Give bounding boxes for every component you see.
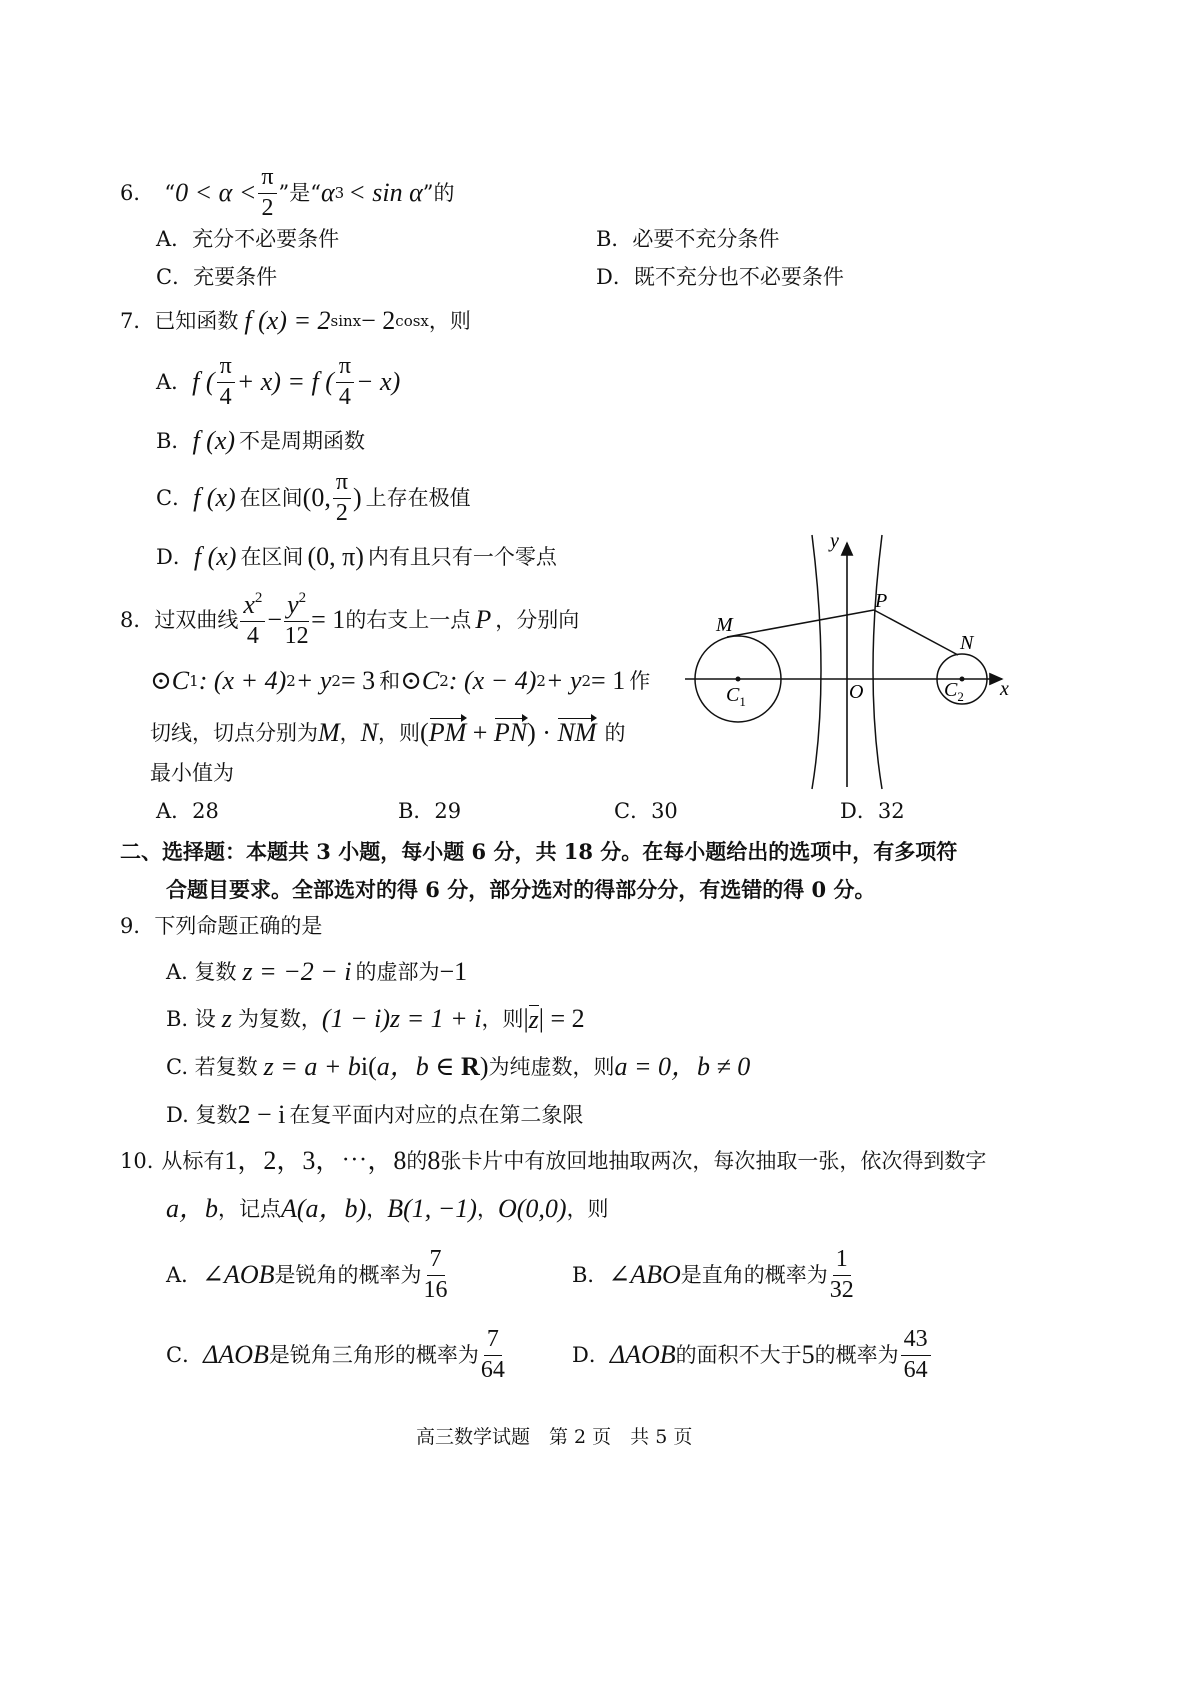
q8-number: 8． bbox=[120, 607, 155, 632]
label-y: y bbox=[830, 530, 839, 552]
q8-option-c: C．30 bbox=[614, 799, 678, 823]
label-p: P bbox=[875, 590, 888, 612]
q10-stem-line2: a，b ，记点 A(a，b) ， B(1, −1) ， O(0,0) ，则 bbox=[166, 1194, 609, 1223]
label-o: O bbox=[849, 681, 864, 703]
q8-stem-line3: 切线，切点分别为 M ， N ，则 ( PM + PN ) · NM 的 bbox=[150, 718, 626, 747]
q7-option-a: A． f ( $\frac{\pi}{4}$ + x) = f ( $\frac{\pi}{4}$ − x) bbox=[156, 353, 401, 410]
q7-option-d: D． f (x) 在区间 (0, π) 内有且只有一个零点 bbox=[156, 542, 557, 571]
vector-pm: PM bbox=[428, 718, 467, 747]
q6-number: 6． bbox=[120, 180, 155, 205]
label-x: x bbox=[1000, 678, 1009, 700]
hyperbola-left-branch bbox=[812, 535, 821, 789]
q10-option-a: A． ∠AOB 是锐角的概率为 $\frac{7}{16}$ bbox=[166, 1246, 448, 1303]
q10-stem-line1: 10. 从标有 1，2，3，⋯，8 的 8 张卡片中有放回地抽取两次，每次抽取一张，依次得到数字 bbox=[120, 1146, 987, 1175]
tangent-pm bbox=[727, 610, 874, 637]
q8-stem-line1: 8． 过双曲线 $\frac{x^2}{4}$ − $\frac{y^2}{12}$ = 1 的右支上一点 P ，分别向 bbox=[120, 589, 580, 649]
q10-option-c: C． ΔAOB 是锐角三角形的概率为 $\frac{7}{64}$ bbox=[166, 1326, 505, 1383]
center-c1 bbox=[736, 677, 741, 682]
q8-stem-line4: 最小值为 bbox=[150, 761, 234, 785]
vector-nm: NM bbox=[557, 718, 597, 747]
q9-option-c: C. 若复数 z = a + b i( a，b ∈ R ) 为纯虚数，则 a = 0，b ≠ 0 bbox=[166, 1052, 751, 1081]
q6-option-c: C．充要条件 bbox=[156, 265, 278, 289]
q10-option-d: D． ΔAOB 的面积不大于 5 的概率为 $\frac{43}{64}$ bbox=[572, 1324, 933, 1386]
hyperbola-right-branch bbox=[873, 535, 882, 789]
q6-pi-over-2: $\frac{\pi}{2}$ bbox=[258, 165, 276, 220]
q9-option-b: B. 设 z 为复数， (1 − i)z = 1 + i ，则 | z | = 2 bbox=[166, 1004, 585, 1034]
label-n: N bbox=[960, 632, 974, 654]
q10-number: 10. bbox=[120, 1148, 154, 1173]
q8-option-d: D．32 bbox=[840, 799, 905, 823]
q9-option-a: A. 复数 z = −2 − i 的虚部为 −1 bbox=[166, 957, 468, 986]
q8-figure bbox=[680, 525, 1030, 795]
q7-option-b: B． f (x) 不是周期函数 bbox=[156, 426, 366, 455]
q8-option-b: B．29 bbox=[398, 799, 462, 823]
label-m: M bbox=[716, 614, 733, 636]
section-2-heading-line2: 合题目要求。全部选对的得 6 分，部分选对的得部分分，有选错的得 0 分。 bbox=[166, 877, 876, 902]
z-conjugate: z bbox=[528, 1005, 539, 1034]
q7-option-c: C． f (x) 在区间 (0, $\frac{\pi}{2}$ ) 上存在极值 bbox=[156, 469, 471, 526]
q9-option-d: D. 复数 2 − i 在复平面内对应的点在第二象限 bbox=[166, 1100, 584, 1129]
section-2-heading-line1: 二、选择题：本题共 3 小题，每小题 6 分，共 18 分。在每小题给出的选项中，有多项符 bbox=[120, 839, 958, 864]
label-c2: $C_2$ bbox=[944, 679, 964, 704]
q9-number: 9． bbox=[120, 914, 155, 938]
label-c1: $C_1$ bbox=[726, 684, 746, 709]
q6-stem: 6． “ 0 < α < $\frac{\pi}{2}$ ”是“ α 3 < sin α ”的 bbox=[120, 164, 455, 221]
tangent-pn bbox=[874, 610, 958, 655]
vector-pn: PN bbox=[493, 718, 528, 747]
q7-stem: 7． 已知函数 f (x) = 2 sinx − 2 cosx ，则 bbox=[120, 306, 471, 335]
page-footer: 高三数学试题 第 2 页 共 5 页 bbox=[416, 1426, 693, 1448]
q6-option-b: B．必要不充分条件 bbox=[596, 227, 780, 251]
q6-option-a: A．充分不必要条件 bbox=[156, 227, 340, 251]
q6-option-d: D．既不充分也不必要条件 bbox=[596, 265, 844, 289]
center-c2 bbox=[960, 677, 965, 682]
q10-option-b: B． ∠ABO 是直角的概率为 $\frac{1}{32}$ bbox=[572, 1246, 854, 1303]
q7-number: 7． bbox=[120, 308, 155, 333]
q8-option-a: A．28 bbox=[156, 799, 219, 823]
q9-stem: 9．下列命题正确的是 bbox=[120, 914, 323, 938]
q8-stem-line2: ⊙C 1 : (x + 4) 2 + y 2 = 3 和 ⊙C 2 : (x − 4) 2 + y 2 = 1 作 bbox=[150, 666, 651, 695]
